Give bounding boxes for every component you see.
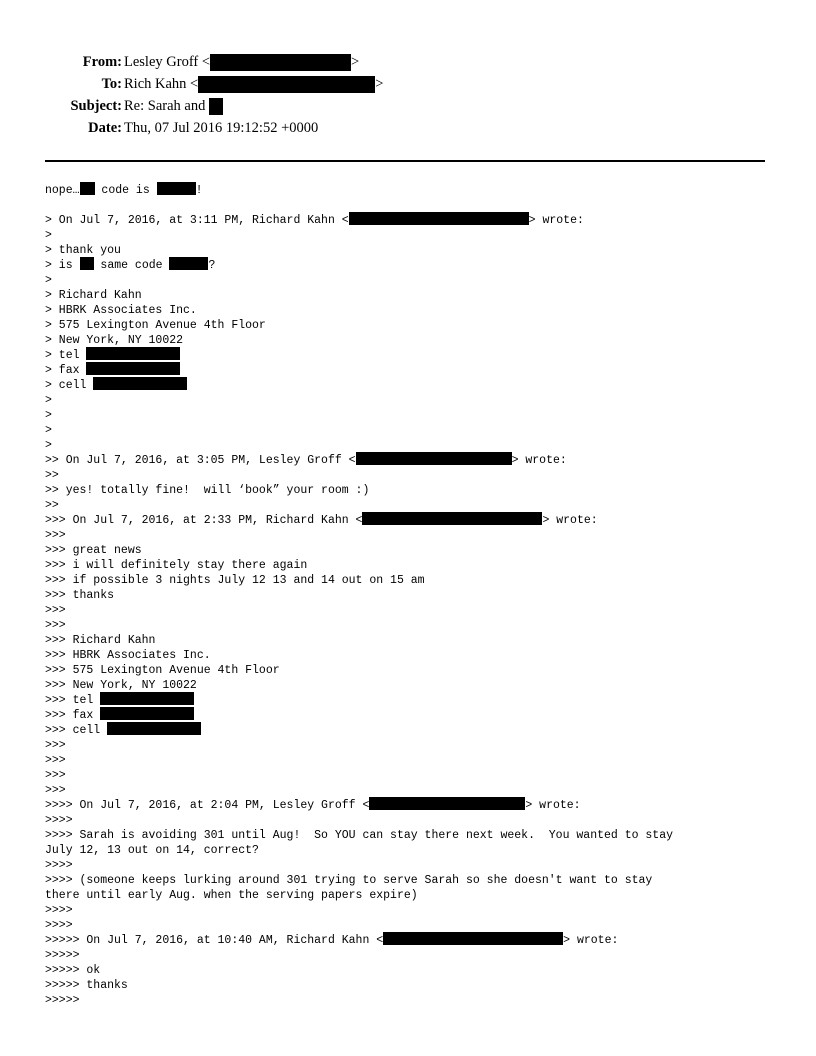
subject-label: Subject: [70, 98, 122, 114]
redaction-box [349, 212, 529, 225]
body-line: >>> HBRK Associates Inc. [45, 649, 211, 662]
to-value: Rich Kahn < [124, 76, 199, 92]
body-line: >>> fax [45, 708, 785, 723]
body-line: >>>>> [45, 994, 80, 1007]
redaction-box [80, 257, 94, 270]
body-line: > [45, 229, 52, 242]
redaction-box [86, 347, 180, 360]
body-line: >>>> [45, 904, 73, 917]
body-line: >>> great news [45, 544, 142, 557]
body-line: > Richard Kahn [45, 289, 142, 302]
body-line: >>> [45, 619, 66, 632]
redaction-box [210, 54, 351, 71]
body-line: > New York, NY 10022 [45, 334, 184, 347]
body-line: >>> [45, 739, 66, 752]
body-line: nope… code is ! [45, 184, 203, 197]
body-line: >>> New York, NY 10022 [45, 679, 197, 692]
body-line: >>>> (someone keeps lurking around 301 trying to serve Sarah so she doesn't want to stay [45, 874, 653, 887]
from-row: From: Lesley Groff < > [82, 54, 360, 70]
body-line: > thank you [45, 244, 121, 257]
to-row: To: Rich Kahn < > [101, 76, 384, 92]
redaction-box [209, 98, 223, 115]
body-line: >>>> [45, 919, 73, 932]
body-line: > [45, 394, 52, 407]
body-line: >>> [45, 754, 66, 767]
body-line: >> On Jul 7, 2016, at 3:05 PM, Lesley Groff < > wrote: [45, 454, 567, 467]
body-line: > [45, 424, 52, 437]
subject-row [0, 96, 816, 116]
redaction-box [93, 377, 187, 390]
body-line: >>> thanks [45, 589, 115, 602]
date-value: Thu, 07 Jul 2016 19:12:52 +0000 [124, 120, 319, 136]
body-line: >>> [45, 529, 66, 542]
redaction-box [198, 76, 375, 93]
header-divider [45, 160, 765, 162]
redaction-box [100, 707, 194, 720]
body-line: > cell [45, 378, 785, 393]
body-line: > [45, 439, 52, 452]
redaction-box [356, 452, 512, 465]
redaction-box [362, 512, 542, 525]
body-line: > [45, 274, 52, 287]
redaction-box [80, 182, 95, 195]
body-line: >>> On Jul 7, 2016, at 2:33 PM, Richard Kahn < > wrote: [45, 514, 598, 527]
body-line: > fax [45, 363, 785, 378]
date-row [0, 118, 816, 138]
body-line: >>> tel [45, 693, 785, 708]
redaction-box [100, 692, 194, 705]
body-line: >> yes! totally fine! will ‘book” your room :) [45, 484, 370, 497]
body-line: >> [45, 469, 59, 482]
body-line: >>> [45, 604, 66, 617]
redaction-box [107, 722, 201, 735]
body-line: >>> cell [45, 723, 785, 738]
from-value: Lesley Groff < [124, 54, 211, 70]
body-line: >>>>> thanks [45, 979, 128, 992]
body-line: > On Jul 7, 2016, at 3:11 PM, Richard Kahn < > wrote: [45, 214, 584, 227]
body-line: > 575 Lexington Avenue 4th Floor [45, 319, 266, 332]
body-line: >>>> [45, 859, 73, 872]
body-line: >>> [45, 769, 66, 782]
body-line: > HBRK Associates Inc. [45, 304, 197, 317]
redaction-box [369, 797, 525, 810]
body-line: there until early Aug. when the serving papers expire) [45, 889, 418, 902]
redaction-box [157, 182, 196, 195]
body-line: > tel [45, 348, 785, 363]
subject-value: Re: Sarah and [124, 98, 209, 114]
body-line: > [45, 409, 52, 422]
date-label: Date: [88, 120, 122, 136]
body-line: >>>> Sarah is avoiding 301 until Aug! So YOU can stay there next week. You wanted to stay [45, 829, 674, 842]
body-line: July 12, 13 out on 14, correct? [45, 844, 259, 857]
body-line: >>> Richard Kahn [45, 634, 156, 647]
from-label: From: [82, 54, 122, 70]
redaction-box [169, 257, 208, 270]
body-line: >>> 575 Lexington Avenue 4th Floor [45, 664, 280, 677]
body-line: >>>>> ok [45, 964, 101, 977]
body-line: >>>> On Jul 7, 2016, at 2:04 PM, Lesley Groff < > wrote: [45, 799, 581, 812]
body-line: >>> i will definitely stay there again [45, 559, 308, 572]
redaction-box [383, 932, 563, 945]
body-line: >>> if possible 3 nights July 12 13 and 14 out on 15 am [45, 574, 425, 587]
body-line: >> [45, 499, 59, 512]
to-label: To: [101, 76, 122, 92]
body-line: >>> [45, 784, 66, 797]
redaction-box [86, 362, 180, 375]
body-line: > is same code ? [45, 259, 216, 272]
body-line: >>>>> On Jul 7, 2016, at 10:40 AM, Richard Kahn < > wrote: [45, 934, 619, 947]
email-body [45, 183, 785, 1008]
body-line: >>>>> [45, 949, 80, 962]
body-line: >>>> [45, 814, 73, 827]
